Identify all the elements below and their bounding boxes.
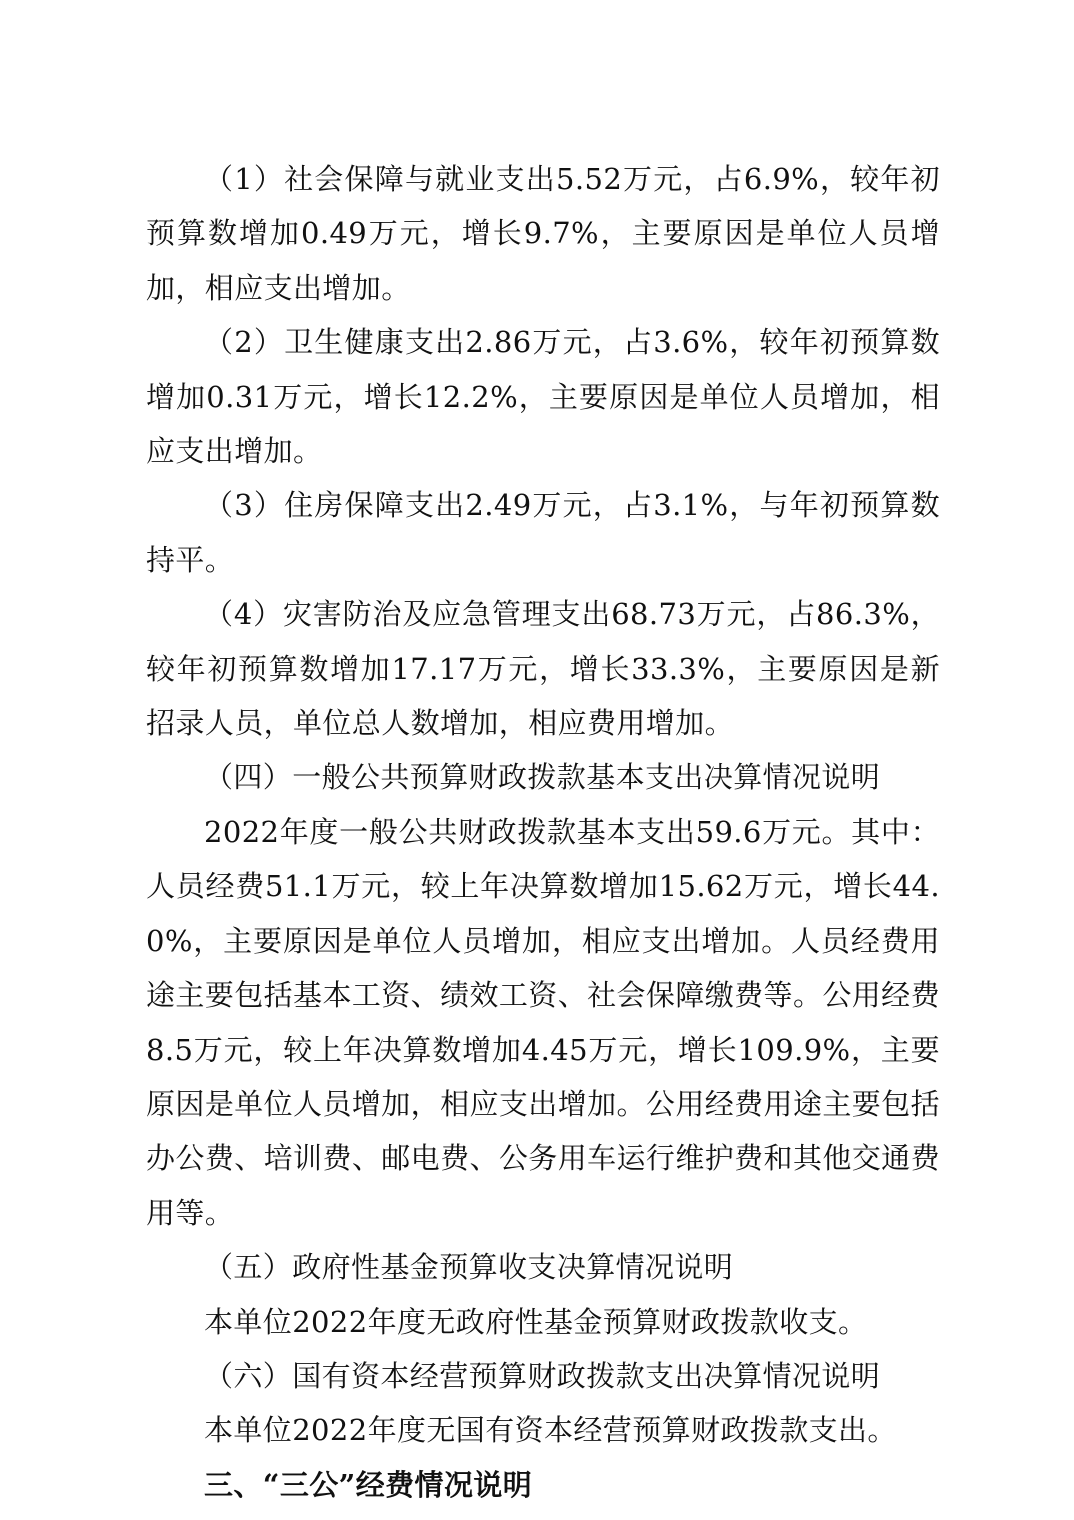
paragraph-housing: （3）住房保障支出2.49万元，占3.1%，与年初预算数持平。 [146,488,940,577]
section-heading-three-public: 三、“三公”经费情况说明 [204,1467,533,1502]
paragraph-basic-expenditure: 2022年度一般公共财政拨款基本支出59.6万元。其中：人员经费51.1万元，较上年决算数增加15.62万元，增长44.0%，主要原因是单位人员增加，相应支出增加。人员经费用途主要包括基本工资、绩效工资、社会保障缴费等。公用经费8.5万元，较上年决算数增加4.45万元，增长109.9%，主要原因是单位人员增加，相应支出增加。公用经费用途主要包括办公费、培训费、邮电费、公务用车运行维护费和其他交通费用等。 [146,814,940,1230]
paragraph-social-security: （1）社会保障与就业支出5.52万元，占6.9%，较年初预算数增加0.49万元，增长9.7%，主要原因是单位人员增加，相应支出增加。 [146,162,940,305]
section-heading-5: （五）政府性基金预算收支决算情况说明 [204,1250,734,1285]
paragraph-disaster-prevention: （4）灾害防治及应急管理支出68.73万元，占86.3%，较年初预算数增加17.17万元，增长33.3%，主要原因是新招录人员，单位总人数增加，相应费用增加。 [146,597,940,741]
paragraph-government-fund: 本单位2022年度无政府性基金预算财政拨款收支。 [204,1304,868,1339]
section-heading-6: （六）国有资本经营预算财政拨款支出决算情况说明 [204,1358,881,1393]
document-page [146,152,940,1512]
paragraph-state-capital: 本单位2022年度无国有资本经营预算财政拨款支出。 [204,1413,897,1448]
paragraph-health: （2）卫生健康支出2.86万元，占3.6%，较年初预算数增加0.31万元，增长12.2%，主要原因是单位人员增加，相应支出增加。 [146,325,940,469]
section-heading-4: （四）一般公共预算财政拨款基本支出决算情况说明 [204,760,881,795]
